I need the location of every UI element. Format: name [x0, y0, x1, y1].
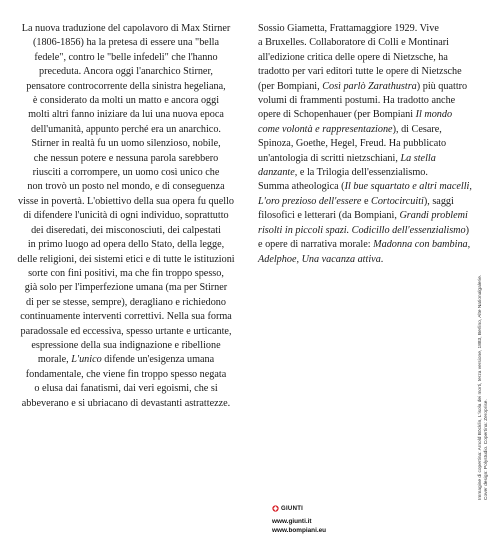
book-synopsis	[12, 22, 240, 411]
credit-line: Immagine di copertina: Arnold Böcklin, L'isola dei morti, terza versione, 1883, Berlino, Alte Nationalgalerie.	[478, 274, 483, 500]
publisher-url-bompiani: www.bompiani.eu	[272, 526, 327, 534]
bio-line: a Bruxelles. Collaboratore di Colli e Montinari	[258, 37, 449, 49]
synopsis-line: riusciti a corrompere, un uomo così unico che	[32, 167, 220, 179]
bio-title-italic: La stella	[400, 152, 436, 164]
credit-line: Cover design: Polystudio. Copertina: Zeroprise.	[484, 399, 489, 500]
synopsis-line: espressione della sua indignazione e ribellione	[31, 339, 221, 351]
bio-text: , e la Trilogia dell'essenzialismo.	[294, 167, 428, 179]
bio-title-italic: Così parlò Zarathustra	[322, 80, 417, 92]
bio-text: ) più quattro	[416, 80, 468, 92]
bio-line: Spinoza, Goethe, Hegel, Freud. Ha pubblicato	[258, 138, 447, 150]
bio-title-italic: Adelphoe, Una vacanza attiva	[258, 253, 381, 265]
synopsis-line: abbeverano e si ubriacano di devastanti astrattezze.	[21, 397, 231, 409]
synopsis-line: (1806-1856) ha la pretesa di essere una "bella	[32, 37, 220, 49]
author-bio	[258, 22, 478, 267]
synopsis-line: fondamentale, che viene fin troppo spesso negata	[25, 368, 227, 380]
bio-line	[258, 80, 478, 94]
bio-text: ), di Cesare,	[392, 123, 442, 135]
bio-line	[258, 123, 478, 137]
synopsis-line: dei diseredati, dei misconosciuti, dei calpestati	[31, 224, 221, 236]
synopsis-line: fedele", contro le "belle infedeli" che l'hanno	[34, 51, 218, 63]
synopsis-line: già solo per l'imperfezione umana (ma per Stirner	[24, 282, 228, 294]
synopsis-line: è considerato da molti un matto e ancora oggi	[32, 95, 220, 107]
cover-credits	[478, 274, 490, 500]
bio-line	[258, 166, 478, 180]
bio-line: volumi di frammenti postumi. Ha tradotto anche	[258, 95, 456, 107]
synopsis-line: non trovò un posto nel mondo, e di conseguenza	[27, 181, 225, 193]
synopsis-line: preceduta. Ancora oggi l'anarchico Stirner,	[39, 66, 213, 78]
synopsis-line: che nessun potere e nessuna parola sarebbero	[33, 152, 219, 164]
bio-text: ), saggi	[423, 195, 454, 207]
synopsis-line: molti altri fanno iniziare da lui una nuova epoca	[28, 109, 224, 121]
synopsis-text: difende un'esigenza umana	[101, 354, 215, 366]
bio-text: )	[465, 224, 470, 236]
publisher-url-giunti: www.giunti.it	[272, 518, 312, 525]
bio-text: (per Bompiani,	[258, 80, 323, 92]
bio-line: tradotto per vari editori tutte le opere di Nietzsche	[258, 66, 462, 78]
bio-title-italic: L'oro prezioso dell'essere	[258, 195, 362, 207]
bio-line	[258, 195, 478, 209]
synopsis-line: pensatore controcorrente della sinistra hegeliana,	[26, 80, 226, 92]
bio-title-italic: risolti in piccoli spazi. Codicillo dell'essenzialismo	[258, 224, 466, 236]
bio-title-italic: danzante	[258, 167, 295, 179]
bio-title-italic: come volontà e rappresentazione	[258, 123, 393, 135]
bio-text: Summa atheologica (	[258, 181, 345, 193]
bio-title-italic: Cortocircuiti	[371, 195, 424, 207]
bio-text: un'antologia di scritti nietzschiani,	[258, 152, 401, 164]
synopsis-line: continuamente interventi correttivi. Nella sua forma	[20, 311, 232, 323]
bio-line: all'edizione critica delle opere di Nietzsche, ha	[258, 51, 448, 63]
publisher-block	[272, 505, 326, 535]
giunti-logo-icon	[272, 505, 279, 512]
bio-text: .	[380, 253, 384, 265]
bio-title-italic: Madonna con bambina,	[373, 239, 471, 251]
synopsis-line: o elusa dai fanatismi, dai veri egoismi, che si	[34, 383, 218, 395]
bio-title-italic: Il mondo	[415, 109, 453, 121]
synopsis-line: di difendere l'unicità di ogni individuo, soprattutto	[23, 210, 229, 222]
synopsis-text: morale,	[37, 354, 72, 366]
bio-line	[258, 238, 478, 252]
synopsis-line: dell'umanità, appunto perché era un anarchico.	[31, 123, 221, 135]
bio-line	[258, 224, 478, 238]
synopsis-line	[12, 353, 240, 367]
bio-title-italic: Il bue squartato e altri macelli,	[344, 181, 472, 193]
bio-line	[258, 253, 478, 267]
bio-text: e	[361, 195, 372, 207]
bio-text: filosofici e letterari (da Bompiani,	[258, 210, 400, 222]
bio-line	[258, 108, 478, 122]
synopsis-line: visse in povertà. L'obiettivo della sua opera fu quello	[18, 195, 234, 207]
bio-line: Sossio Giametta, Frattamaggiore 1929. Vive	[258, 23, 439, 34]
book-title-italic: L'unico	[71, 354, 102, 366]
bio-text: opere di Schopenhauer (per Bompiani	[258, 109, 416, 121]
synopsis-line: Stirner in realtà fu un uomo silenzioso, nobile,	[31, 138, 221, 150]
bio-title-italic: Grandi problemi	[399, 210, 468, 222]
publisher-logo	[272, 505, 326, 512]
synopsis-line: di per se stesse, sempre), deragliano e richiedono	[26, 296, 226, 308]
bio-line	[258, 152, 478, 166]
bio-line	[258, 180, 478, 194]
synopsis-line: in primo luogo ad opera dello Stato, della legge,	[27, 239, 225, 251]
synopsis-line: La nuova traduzione del capolavoro di Max Stirner	[21, 23, 231, 34]
bio-line	[258, 209, 478, 223]
synopsis-line: sorte con fini positivi, ma che fin troppo spesso,	[28, 267, 224, 279]
synopsis-line: paradossale ed eccessiva, spesso urtante e urticante,	[20, 325, 232, 337]
synopsis-line: delle religioni, dei sistemi etici e di tutte le istituzioni	[17, 253, 235, 265]
bio-text: e opere di narrativa morale:	[258, 239, 374, 251]
publisher-logo-text: GIUNTI	[281, 505, 304, 512]
